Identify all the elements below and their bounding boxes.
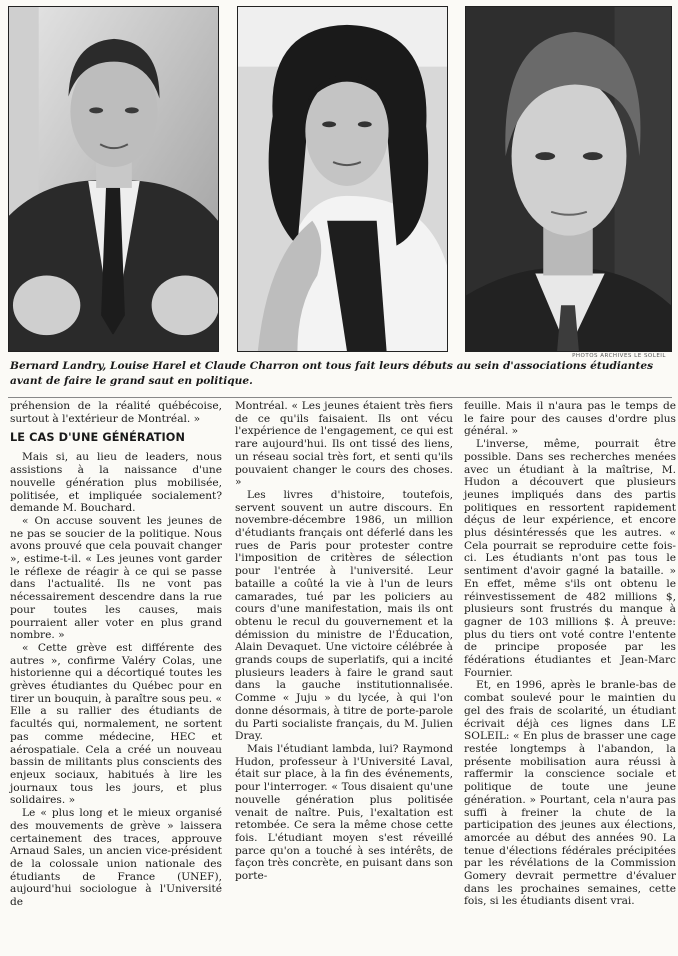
column-3-lead: feuille. Mais il n'aura pas le temps de le faire pour des causes d'ordre plus général. » bbox=[464, 400, 676, 438]
column-3-paragraph: L'inverse, même, pourrait être possible. Dans ses recherches menées avec un étudiant à la maîtrise, M. Hudon a découvert que plusieurs jeunes impliqués dans des partis politiques en ressortent rapidement déçus de leur expérience, et encore plus désintéressés que les autres. « Cela pourrait se reproduire cette fois-ci. Les étudiants n'ont pas tous le sentiment d'avoir gagné la bataille. » En effet, même s'ils ont obtenu le réinvestissement de 482 millions $, plusieurs sont frustrés du manque à gagner de 103 millions $. À preuve: plus du tiers ont voté contre l'entente de principe proposée par les fédérations étudiantes et Jean-Marc Fournier. bbox=[464, 438, 676, 679]
photo-claude-charron bbox=[465, 6, 672, 352]
column-1-paragraph: « On accuse souvent les jeunes de ne pas se soucier de la politique. Nous avons prouvé que cela pouvait changer », estime-t-il. « Les jeunes vont garder le réflexe de réagir à ce qui se passe dans l'actualité. Ils ne vont pas nécessairement descendre dans la rue pour toutes les causes, mais pourraient aller voter en plus grand nombre. » bbox=[10, 514, 222, 642]
column-1-paragraph: Mais si, au lieu de leaders, nous assistions à la naissance d'une nouvelle génération plus mobilisée, politisée, et impliquée socialement? demande M. Bouchard. bbox=[10, 451, 222, 515]
photo-credit: PHOTOS ARCHIVES LE SOLEIL bbox=[572, 353, 666, 359]
portrait-image-1 bbox=[9, 7, 218, 351]
column-1-lead: préhension de la réalité québécoise, surtout à l'extérieur de Montréal. » bbox=[10, 400, 222, 425]
portrait-image-3 bbox=[466, 7, 671, 351]
column-1-paragraph: « Cette grève est différente des autres », confirme Valéry Colas, une historienne qui a décortiqué toutes les grèves étudiantes du Québec pour en tirer un bouquin, à paraître sous peu. « Elle a su rallier des étudiants de facultés qui, normalement, ne sortent pas comme médecine, HEC et aérospatiale. Cela a créé un nouveau bassin de militants plus conscients des enjeux sociaux, habitués à lire les journaux tous les jours, et plus solidaires. » bbox=[10, 641, 222, 807]
column-2-paragraph: Les livres d'histoire, toutefois, servent souvent un autre discours. En novembre-décembre 1986, un million d'étudiants français ont déferlé dans les rues de Paris pour protester contre l'imposition de critères de sélection pour l'entrée à l'université. Leur bataille a coûté la vie à l'un de leurs camarades, tué par les policiers au cours d'une manifestation, mais ils ont obtenu le recul du gouvernement et la démission du ministre de l'Éducation, Alain Devaquet. Une victoire célébrée à grands coups de superlatifs, qui a incité plusieurs leaders à faire le grand saut dans la gauche institutionnalisée. Comme « Juju » du lycée, à qui l'on donne désormais, à titre de porte-parole du Parti socialiste français, du M. Julien Dray. bbox=[235, 488, 453, 743]
column-2-paragraph: Mais l'étudiant lambda, lui? Raymond Hudon, professeur à l'Université Laval, était sur place, à la fin des événements, pour l'interroger. « Tous disaient qu'une nouvelle génération plus politisée venait de naître. Puis, l'exaltation est retombée. Ce sera la même chose cette fois. L'étudiant moyen s'est réveillé parce qu'on a touché à ses intérêts, de façon très concrète, en puisant dans son porte- bbox=[235, 742, 453, 883]
photo-louise-harel bbox=[237, 6, 448, 352]
portrait-image-2 bbox=[238, 7, 447, 351]
caption-divider bbox=[8, 397, 672, 398]
section-subhead: LE CAS D'UNE GÉNÉRATION bbox=[10, 431, 186, 445]
photo-caption: Bernard Landry, Louise Harel et Claude Charron ont tous fait leurs débuts au sein d'associations étudiantes avant de faire le grand saut en politique. bbox=[10, 360, 654, 387]
column-3-paragraph: Et, en 1996, après le branle-bas de combat soulevé pour le maintien du gel des frais de scolarité, un étudiant écrivait déjà ces lignes dans LE SOLEIL: « En plus de brasser une cage restée longtemps à l'abandon, la présente mobilisation aura réussi à raffermir la conscience sociale et politique de toute une jeune génération. » Pourtant, cela n'aura pas suffi à freiner la chute de la participation des jeunes aux élections, amorcée au début des années 90. La tenue d'élections fédérales précipitées par les révélations de la Commission Gomery devrait permettre d'évaluer dans les prochaines semaines, cette fois, si les étudiants disent vrai. bbox=[464, 679, 676, 908]
photo-bernard-landry bbox=[8, 6, 219, 352]
article-column-3 bbox=[464, 400, 676, 908]
article-column-2 bbox=[235, 400, 453, 883]
photo-strip bbox=[8, 6, 672, 352]
article-column-1 bbox=[10, 400, 222, 909]
column-2-lead: Montréal. « Les jeunes étaient très fiers de ce qu'ils faisaient. Ils ont vécu l'expérience de l'engagement, ce qui est rare aujourd'hui. Ils ont tissé des liens, un réseau social très fort, et senti qu'ils pouvaient changer le cours des choses. » bbox=[235, 400, 453, 489]
column-1-paragraph: Le « plus long et le mieux organisé des mouvements de grève » laissera certainement des traces, approuve Arnaud Sales, un ancien vice-président de la colossale union nationale des étudiants de France (UNEF), aujourd'hui sociologue à l'Université de bbox=[10, 807, 222, 909]
